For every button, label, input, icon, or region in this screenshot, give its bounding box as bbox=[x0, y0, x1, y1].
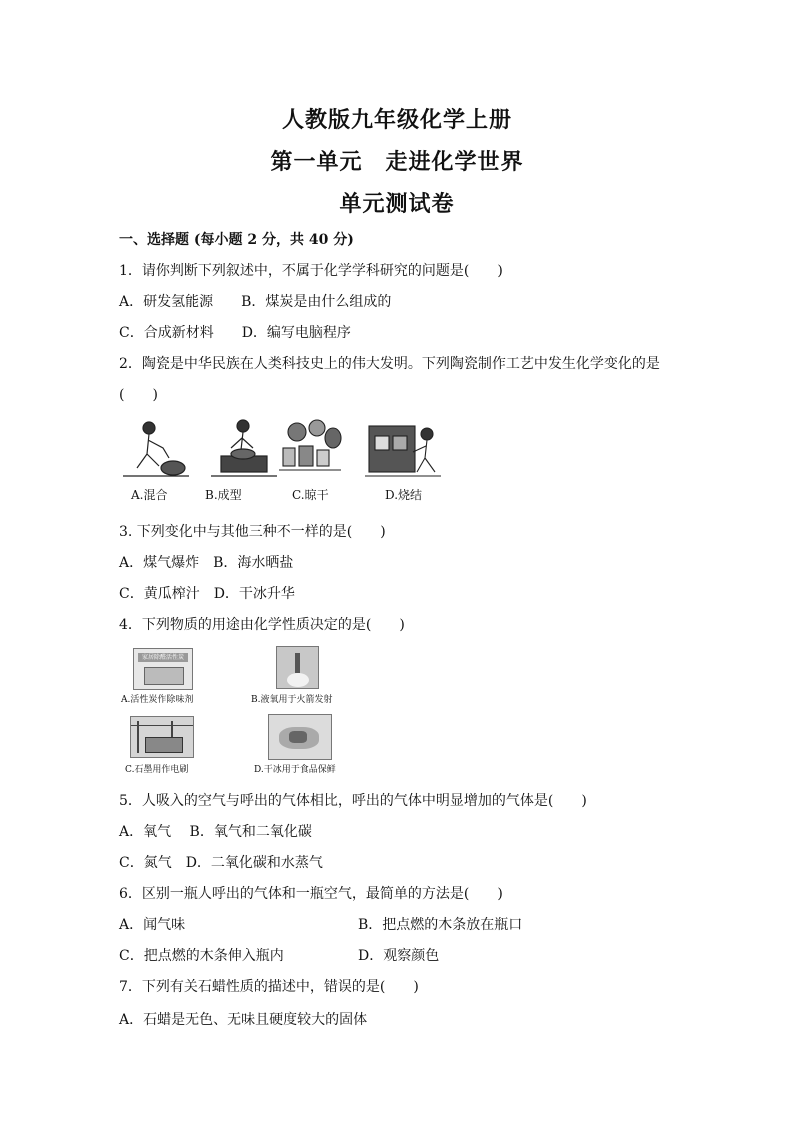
figure-mixing bbox=[123, 422, 189, 476]
graphite-brush-image bbox=[130, 716, 194, 758]
question-5-stem: 5．人吸入的空气与呼出的气体相比，呼出的气体中明显增加的气体是( ) bbox=[119, 793, 587, 809]
question-7-option-a: A．石蜡是无色、无味且硬度较大的固体 bbox=[119, 1012, 368, 1028]
caption-c-drying: C.晾干 bbox=[292, 488, 329, 502]
caption-b-forming: B.成型 bbox=[205, 488, 242, 502]
caption-a-mixing: A.混合 bbox=[131, 488, 168, 502]
caption-d-sintering: D.烧结 bbox=[385, 488, 423, 502]
question-4-stem: 4．下列物质的用途由化学性质决定的是( ) bbox=[119, 617, 405, 633]
question-3-options-cd: C．黄瓜榨汁 D．干冰升华 bbox=[119, 586, 295, 602]
question-2-stem: 2．陶瓷是中华民族在人类科技史上的伟大发明。下列陶瓷制作工艺中发生化学变化的是 bbox=[119, 356, 660, 372]
question-2-paren: ( ) bbox=[119, 387, 158, 403]
question-3-options-ab: A．煤气爆炸 B．海水晒盐 bbox=[119, 555, 294, 571]
question-1-options-ab: A．研发氢能源 B．煤炭是由什么组成的 bbox=[119, 294, 392, 310]
section-heading: 一、选择题 (每小题 2 分，共 40 分) bbox=[119, 232, 354, 248]
question-3-stem: 3. 下列变化中与其他三种不一样的是( ) bbox=[119, 524, 386, 540]
dry-ice-image bbox=[268, 714, 332, 760]
caption-b-liquid-oxygen: B.液氧用于火箭发射 bbox=[251, 695, 333, 705]
figure-sintering bbox=[365, 426, 441, 476]
caption-c-graphite: C.石墨用作电刷 bbox=[125, 765, 189, 775]
figure-forming bbox=[211, 420, 277, 476]
question-6-option-c: C．把点燃的木条伸入瓶内 bbox=[119, 948, 284, 964]
question-1-stem: 1．请你判断下列叙述中，不属于化学学科研究的问题是( ) bbox=[119, 263, 503, 279]
unit-title: 第一单元 走进化学世界 bbox=[270, 149, 524, 175]
activated-carbon-image bbox=[133, 648, 193, 690]
caption-a-activated-carbon: A.活性炭作除味剂 bbox=[121, 695, 194, 705]
rocket-launch-image bbox=[276, 646, 319, 689]
figure-drying bbox=[279, 420, 341, 470]
activated-carbon-box-label: 家居除醛活性炭 bbox=[138, 653, 188, 662]
question-6-option-d: D．观察颜色 bbox=[358, 948, 440, 964]
question-5-options-cd: C．氮气 D．二氧化碳和水蒸气 bbox=[119, 855, 323, 871]
question-6-stem: 6．区别一瓶人呼出的气体和一瓶空气，最简单的方法是( ) bbox=[119, 886, 503, 902]
question-6-option-b: B．把点燃的木条放在瓶口 bbox=[358, 917, 523, 933]
question-5-options-ab: A．氧气 B．氧气和二氧化碳 bbox=[119, 824, 312, 840]
ceramic-process-figures bbox=[119, 418, 449, 484]
exam-title: 人教版九年级化学上册 bbox=[281, 107, 512, 133]
question-6-option-a: A．闻气味 bbox=[119, 917, 186, 933]
question-7-stem: 7．下列有关石蜡性质的描述中，错误的是( ) bbox=[119, 979, 419, 995]
test-title: 单元测试卷 bbox=[339, 191, 455, 217]
caption-d-dry-ice: D.干冰用于食品保鲜 bbox=[254, 765, 336, 775]
question-1-options-cd: C．合成新材料 D．编写电脑程序 bbox=[119, 325, 351, 341]
